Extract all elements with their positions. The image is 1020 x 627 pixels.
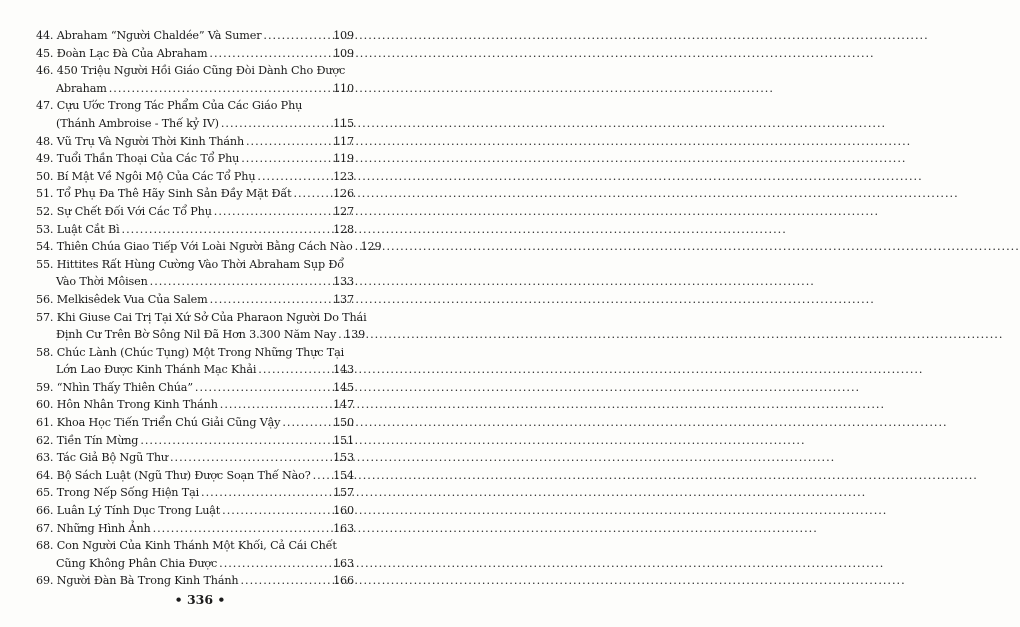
toc-entry-page: 126 [333,187,354,201]
toc-entry [36,168,354,186]
toc-entry-page: 143 [333,363,354,377]
dot-leader [258,361,331,379]
toc-entry [36,27,354,45]
toc-entry-line [36,414,354,432]
dot-leader [109,80,331,98]
toc-entry [36,256,354,291]
toc-entry-page: 145 [333,380,354,394]
toc-entry-page: 166 [333,574,354,588]
toc-entry-line [36,537,354,555]
toc-entry-title: 47. Cựu Ước Trong Tác Phẩm Của Các Giáo Phụ [36,99,303,113]
toc-entry [36,97,354,132]
toc-entry-title: 58. Chúc Lành (Chúc Tụng) Một Trong Những Thực Tại [36,345,345,359]
toc-entry [36,379,354,397]
toc-entry-page: 109 [333,46,354,60]
toc-entry [36,572,354,590]
toc-entry-title: 60. Hôn Nhân Trong Kinh Thánh [36,398,218,412]
toc-entry [36,396,354,414]
toc-entry-line [36,291,354,309]
toc-entry-title: Abraham [56,81,107,95]
page-number: • 336 • [174,592,226,607]
toc-entry-title: 65. Trong Nếp Sống Hiện Tại [36,486,200,500]
toc-entry-title: 46. 450 Triệu Người Hồi Giáo Cũng Đòi Dành Cho Được [36,64,346,78]
table-of-contents [36,27,382,590]
toc-entry-title: 59. “Nhìn Thấy Thiên Chúa” [36,380,193,394]
toc-entry [36,432,354,450]
toc-entry-page: 163 [333,521,354,535]
toc-entry-title: 45. Đoàn Lạc Đà Của Abraham [36,46,208,60]
toc-entry [36,203,354,221]
dot-leader [210,291,332,309]
toc-entry-page: 133 [333,275,354,289]
toc-entry [36,449,354,467]
toc-entry-line [36,309,367,327]
toc-entry-page: 129 [360,240,382,254]
toc-entry-line [36,168,354,186]
toc-entry [36,484,354,502]
toc-entry-title: 61. Khoa Học Tiến Triển Chú Giải Cũng Vậy [36,416,281,430]
toc-entry-title: Vào Thời Môisen [56,275,148,289]
toc-entry-line [36,256,354,274]
toc-entry-title: 50. Bí Mật Về Ngôi Mộ Của Các Tổ Phụ [36,169,256,183]
toc-entry-title: 49. Tuổi Thần Thoại Của Các Tổ Phụ [36,152,240,166]
toc-entry-title: 64. Bộ Sách Luật (Ngũ Thư) Được Soạn Thế Nào? [36,468,311,482]
toc-entry-page: 127 [333,204,354,218]
toc-entry-page: 115 [333,116,354,130]
toc-entry-line [36,97,354,115]
dot-leader [214,203,331,221]
toc-entry [36,291,354,309]
toc-entry-line [36,555,354,573]
toc-entry-page: 147 [333,398,354,412]
dot-leader [221,115,331,133]
toc-entry-title: 48. Vũ Trụ Và Người Thời Kinh Thánh [36,134,244,148]
dot-leader [219,555,331,573]
toc-entry-line [36,27,354,45]
toc-entry-page: 157 [333,486,354,500]
toc-entry [36,344,354,379]
toc-entry-title: Định Cư Trên Bờ Sông Nil Đã Hơn 3.300 Năm Nay [56,328,337,342]
dot-leader [257,168,331,186]
toc-entry [36,520,354,538]
toc-entry-line [36,185,354,203]
toc-entry [36,150,354,168]
toc-entry-title: (Thánh Ambroise - Thế kỷ IV) [56,116,219,130]
toc-entry-line [36,432,354,450]
dot-leader [282,414,331,432]
toc-entry-line [36,221,354,239]
toc-entry [36,185,354,203]
dot-leader [240,572,331,590]
toc-entry-title: Lớn Lao Được Kinh Thánh Mạc Khải [56,363,257,377]
toc-entry-page: 128 [333,222,354,236]
toc-entry [36,467,354,485]
toc-entry [36,502,354,520]
toc-entry-line [36,449,354,467]
dot-leader [263,27,331,45]
toc-entry-line [36,326,366,344]
toc-entry-page: 139 [344,328,366,342]
dot-leader [355,238,359,256]
dot-leader [150,273,331,291]
toc-entry-line [36,379,354,397]
dot-leader [293,185,331,203]
toc-entry-title: Cũng Không Phân Chia Được [56,556,218,570]
toc-entry-page: 153 [333,451,354,465]
toc-entry-title: 54. Thiên Chúa Giao Tiếp Với Loài Người Bằng Cách Nào [36,240,353,254]
toc-entry-line [36,238,382,256]
toc-entry-line [36,62,354,80]
toc-entry-title: 68. Con Người Của Kinh Thánh Một Khối, Cả Cái Chết [36,539,337,553]
dot-leader [122,221,332,239]
toc-entry-title: 63. Tác Giả Bộ Ngũ Thư [36,451,168,465]
dot-leader [241,150,331,168]
toc-entry-title: 51. Tổ Phụ Đa Thê Hãy Sinh Sản Đầy Mặt Đất [36,187,292,201]
toc-entry-title: 57. Khi Giuse Cai Trị Tại Xứ Sở Của Pharaon Người Do Thái [36,310,367,324]
toc-entry-line [36,273,354,291]
toc-entry [36,62,354,97]
toc-entry [36,537,354,572]
toc-entry-line [36,150,354,168]
toc-entry-page: 154 [333,468,354,482]
toc-entry [36,221,354,239]
dot-leader [195,379,331,397]
dot-leader [220,396,331,414]
toc-entry-line [36,361,354,379]
toc-entry-line [36,484,354,502]
toc-entry-line [36,520,354,538]
toc-entry [36,238,382,256]
toc-entry-line [36,344,354,362]
toc-entry-page: 123 [333,169,354,183]
toc-entry-title: 53. Luật Cắt Bì [36,222,120,236]
toc-entry-line [36,45,354,63]
dot-leader [222,502,331,520]
toc-entry-line [36,396,354,414]
toc-entry-line [36,115,354,133]
toc-entry-title: 52. Sự Chết Đối Với Các Tổ Phụ [36,204,212,218]
toc-entry-page: 110 [333,81,354,95]
toc-entry-page: 137 [333,292,354,306]
toc-entry-title: 62. Tiền Tín Mừng [36,433,139,447]
dot-leader [201,484,331,502]
toc-entry-title: 56. Melkisêdek Vua Của Salem [36,292,208,306]
toc-entry-page: 109 [333,29,354,42]
toc-entry-line [36,203,354,221]
toc-entry-title: 67. Những Hình Ảnh [36,521,151,535]
toc-entry [36,45,354,63]
dot-leader [338,326,342,344]
toc-entry-line [36,467,354,485]
dot-leader [170,449,331,467]
toc-entry-page: 119 [333,152,354,166]
dot-leader [313,467,331,485]
toc-entry-title: 69. Người Đàn Bà Trong Kinh Thánh [36,574,239,588]
toc-entry-title: 66. Luân Lý Tính Dục Trong Luật [36,504,221,518]
toc-entry-line [36,133,354,151]
dot-leader [153,520,332,538]
toc-entry-line [36,572,354,590]
toc-entry-page: 163 [333,556,354,570]
toc-entry-page: 151 [333,433,354,447]
toc-entry-page: 150 [333,416,354,430]
toc-entry [36,133,354,151]
dot-leader [209,45,331,63]
toc-entry-page: 117 [333,134,354,148]
toc-entry-line [36,502,354,520]
dot-leader [246,133,331,151]
toc-entry-title: 55. Hittites Rất Hùng Cường Vào Thời Abraham Sụp Đổ [36,257,344,271]
dot-leader [140,432,331,450]
toc-entry-title: 44. Abraham “Người Chaldée” Và Sumer [36,29,262,42]
toc-entry-page: 160 [333,504,354,518]
toc-entry [36,309,367,344]
toc-entry [36,414,354,432]
toc-entry-line [36,80,354,98]
